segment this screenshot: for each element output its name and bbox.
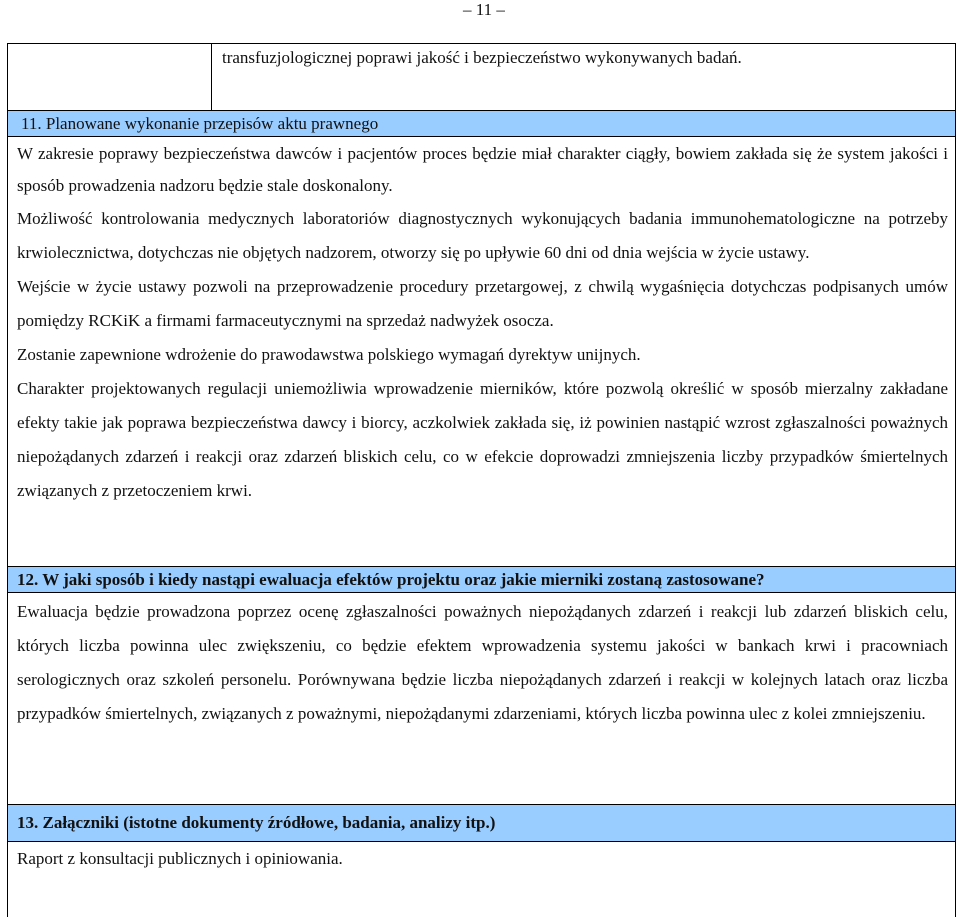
document-table <box>7 43 956 917</box>
section-12-body <box>17 595 948 731</box>
section-13-body <box>17 846 948 872</box>
section-11-paragraph-1: W zakresie poprawy bezpieczeństwa dawców i pacjentów proces będzie miał charakter ciągły, bowiem zakłada się że system jakości i sposób prowadzenia nadzoru będzie stale doskonalony. <box>17 144 948 195</box>
section-11-paragraph-5: Charakter projektowanych regulacji uniemożliwia wprowadzenie mierników, które pozwolą określić w sposób mierzalny zakładane efekty takie jak poprawa bezpieczeństwa dawcy i biorcy, aczkolwiek zakłada się, iż powinien nastąpić wzrost zgłaszalności poważnych niepożądanych zdarzeń i reakcji oraz zdarzeń bliskich celu, co w efekcie doprowadzi zmniejszenia liczby przypadków śmiertelnych związanych z przetoczeniem krwi. <box>17 379 948 500</box>
column-divider <box>211 44 212 110</box>
page-number: – 11 – <box>463 0 505 19</box>
section-13-paragraph: Raport z konsultacji publicznych i opiniowania. <box>17 849 343 868</box>
section-11-header: 11. Planowane wykonanie przepisów aktu prawnego <box>8 110 955 137</box>
section-11-paragraph-2: Możliwość kontrolowania medycznych laboratoriów diagnostycznych wykonujących badania immunohematologiczne na potrzeby krwiolecznictwa, dotychczas nie objętych nadzorem, otworzy się po upływie 60 dni od dnia wejścia w życie ustawy. <box>17 209 948 262</box>
section-11-paragraph-4: Zostanie zapewnione wdrożenie do prawodawstwa polskiego wymagań dyrektyw unijnych. <box>17 345 641 364</box>
section-11-body <box>17 138 948 508</box>
section-12-header: 12. W jaki sposób i kiedy nastąpi ewaluacja efektów projektu oraz jakie mierniki zostaną zastosowane? <box>8 566 955 593</box>
section-13-header: 13. Załączniki (istotne dokumenty źródłowe, badania, analizy itp.) <box>8 804 955 842</box>
section-12-paragraph: Ewaluacja będzie prowadzona poprzez ocenę zgłaszalności poważnych niepożądanych zdarzeń i reakcji lub zdarzeń bliskich celu, których liczba powinna ulec zwiększeniu, co będzie efektem wprowadzenia systemu jakości w bankach krwi i pracowniach serologicznych oraz szkoleń personelu. Porównywana będzie liczba niepożądanych zdarzeń i reakcji w kolejnych latach oraz liczba przypadków śmiertelnych, związanych z poważnymi, niepożądanymi zdarzeniami, których liczba powinna ulec z kolei zmniejszeniu. <box>17 602 948 723</box>
continuation-row <box>8 44 955 110</box>
section-11-paragraph-3: Wejście w życie ustawy pozwoli na przeprowadzenie procedury przetargowej, z chwilą wygaśnięcia dotychczas podpisanych umów pomiędzy RCKiK a firmami farmaceutycznymi na sprzedaż nadwyżek osocza. <box>17 277 948 330</box>
continuation-text: transfuzjologicznej poprawi jakość i bezpieczeństwo wykonywanych badań. <box>222 48 742 67</box>
